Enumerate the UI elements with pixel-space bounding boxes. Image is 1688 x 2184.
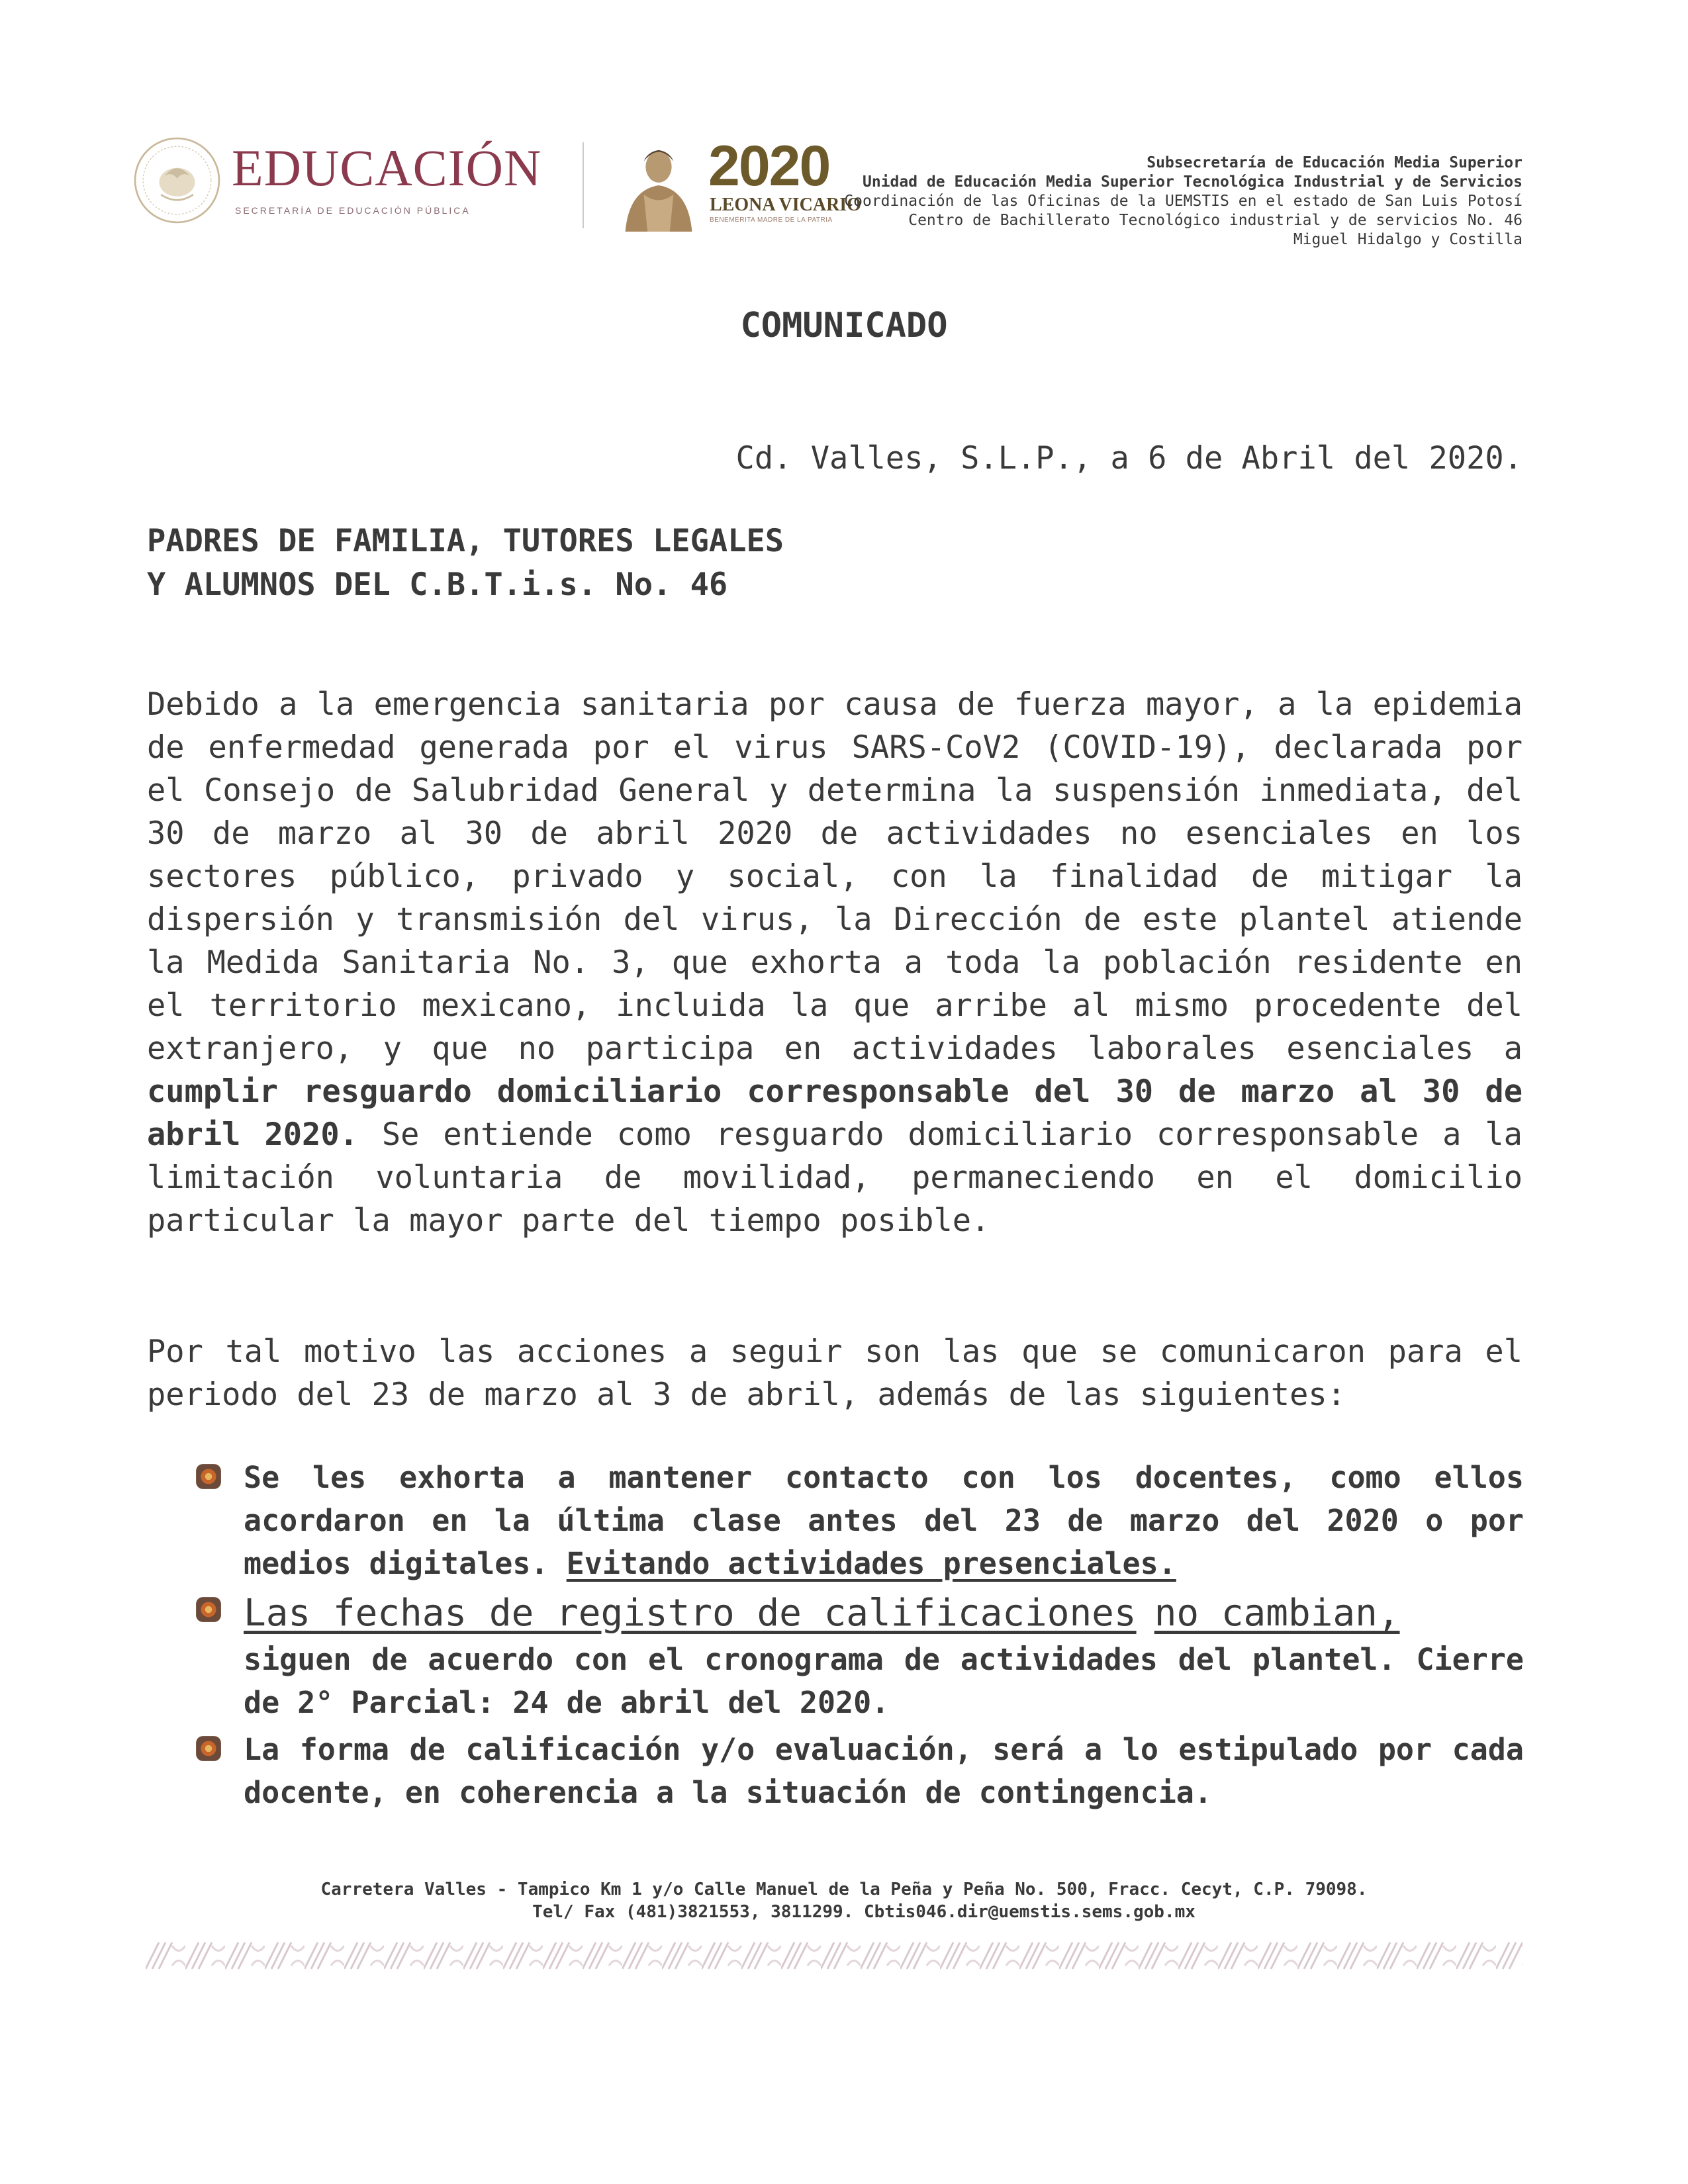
mexico-coat-of-arms-seal	[132, 136, 222, 225]
header-line-3: Coordinación de las Oficinas de la UEMSTIS en el estado de San Luis Potosí	[844, 193, 1523, 210]
header-line-2: Unidad de Educación Media Superior Tecnológica Industrial y de Servicios	[863, 173, 1523, 191]
letterhead-divider	[583, 142, 584, 228]
paragraph-2: Por tal motivo las acciones a seguir son las que se comunicaron para el periodo del 23 de marzo al 3 de abril, además de las siguientes:	[147, 1334, 1523, 1413]
education-wordmark: EDUCACIÓN	[232, 139, 542, 197]
bullet-2-lead: Las fechas de registro de calificaciones	[244, 1592, 1137, 1635]
list-item	[192, 1589, 1524, 1724]
header-line-1: Subsecretaría de Educación Media Superior	[1147, 154, 1523, 171]
institution-header	[844, 154, 1523, 250]
paragraph-1-tail: Se entiende como resguardo domiciliario corresponsable a la limitación voluntaria de movilidad, permaneciendo en el domicilio particular la mayor parte del tiempo posible.	[147, 1116, 1523, 1239]
education-subtitle: SECRETARÍA DE EDUCACIÓN PÚBLICA	[235, 205, 471, 216]
paragraph-1	[147, 683, 1523, 1242]
bullet-2-text: siguen de acuerdo con el cronograma de actividades del plantel. Cierre de 2° Parcial: 24 de abril del 2020.	[244, 1642, 1524, 1720]
paragraph-1-text: Debido a la emergencia sanitaria por causa de fuerza mayor, a la epidemia de enfermedad generada por el virus SARS-CoV2 (COVID-19), declarada por el Consejo de Salubridad General y determina la suspensión inmediata, del 30 de marzo al 30 de abril 2020 de actividades no esenciales en los sectores público, privado y social, con la finalidad de mitigar la dispersión y transmisión del virus, la Dirección de este plantel atiende la Medida Sanitaria No. 3, que exhorta a toda la población residente en el territorio mexicano, incluida la que arribe al mismo procedente del extranjero, y que no participa en actividades laborales esenciales a	[147, 686, 1523, 1067]
bullet-2-lead-2: no cambian,	[1154, 1592, 1400, 1635]
bullet-3-text: La forma de calificación y/o evaluación, será a lo estipulado por cada docente, en coherencia a la situación de contingencia.	[244, 1732, 1524, 1810]
addressee-line-2: Y ALUMNOS DEL C.B.T.i.s. No. 46	[147, 567, 728, 603]
bullet-icon	[195, 1463, 222, 1490]
leona-vicario-portrait	[612, 139, 705, 232]
addressee-line-1: PADRES DE FAMILIA, TUTORES LEGALES	[147, 523, 784, 559]
header-line-4: Centro de Bachillerato Tecnológico industrial y de servicios No. 46	[908, 212, 1523, 229]
leona-vicario-subtitle: BENEMÉRITA MADRE DE LA PATRIA	[710, 216, 833, 224]
bullet-icon	[195, 1735, 222, 1762]
footer-line-1: Carretera Valles - Tampico Km 1 y/o Calle Manuel de la Peña y Peña No. 500, Fracc. Cecyt, C.P. 79098.	[320, 1880, 1368, 1899]
paragraph-1-bold: cumplir resguardo domiciliario corresponsable del 30 de marzo al 30 de abril 2020.	[147, 1073, 1523, 1153]
bullet-icon	[195, 1596, 222, 1623]
date-line: Cd. Valles, S.L.P., a 6 de Abril del 2020.	[735, 440, 1523, 477]
footer-line-2: Tel/ Fax (481)3821553, 3811299. Cbtis046.dir@uemstis.sems.gob.mx	[532, 1902, 1196, 1922]
document-title: COMUNICADO	[740, 306, 948, 345]
header-line-5: Miguel Hidalgo y Costilla	[1293, 231, 1523, 248]
addressee	[147, 520, 784, 607]
list-item	[192, 1728, 1524, 1814]
list-item	[192, 1456, 1524, 1585]
bullet-1-text: Se les exhorta a mantener contacto con los docentes, como ellos acordaron en la última clase antes del 23 de marzo del 2020 o por medios digitales.	[244, 1460, 1524, 1581]
leona-vicario-label: LEONA VICARIO	[710, 195, 861, 215]
bullet-list	[192, 1456, 1524, 1818]
decorative-pattern-band	[146, 1939, 1523, 1972]
bullet-1-underlined: Evitando actividades presenciales.	[566, 1546, 1176, 1581]
year-2020-logo: 2020	[708, 134, 830, 198]
footer-address	[0, 1878, 1688, 1923]
